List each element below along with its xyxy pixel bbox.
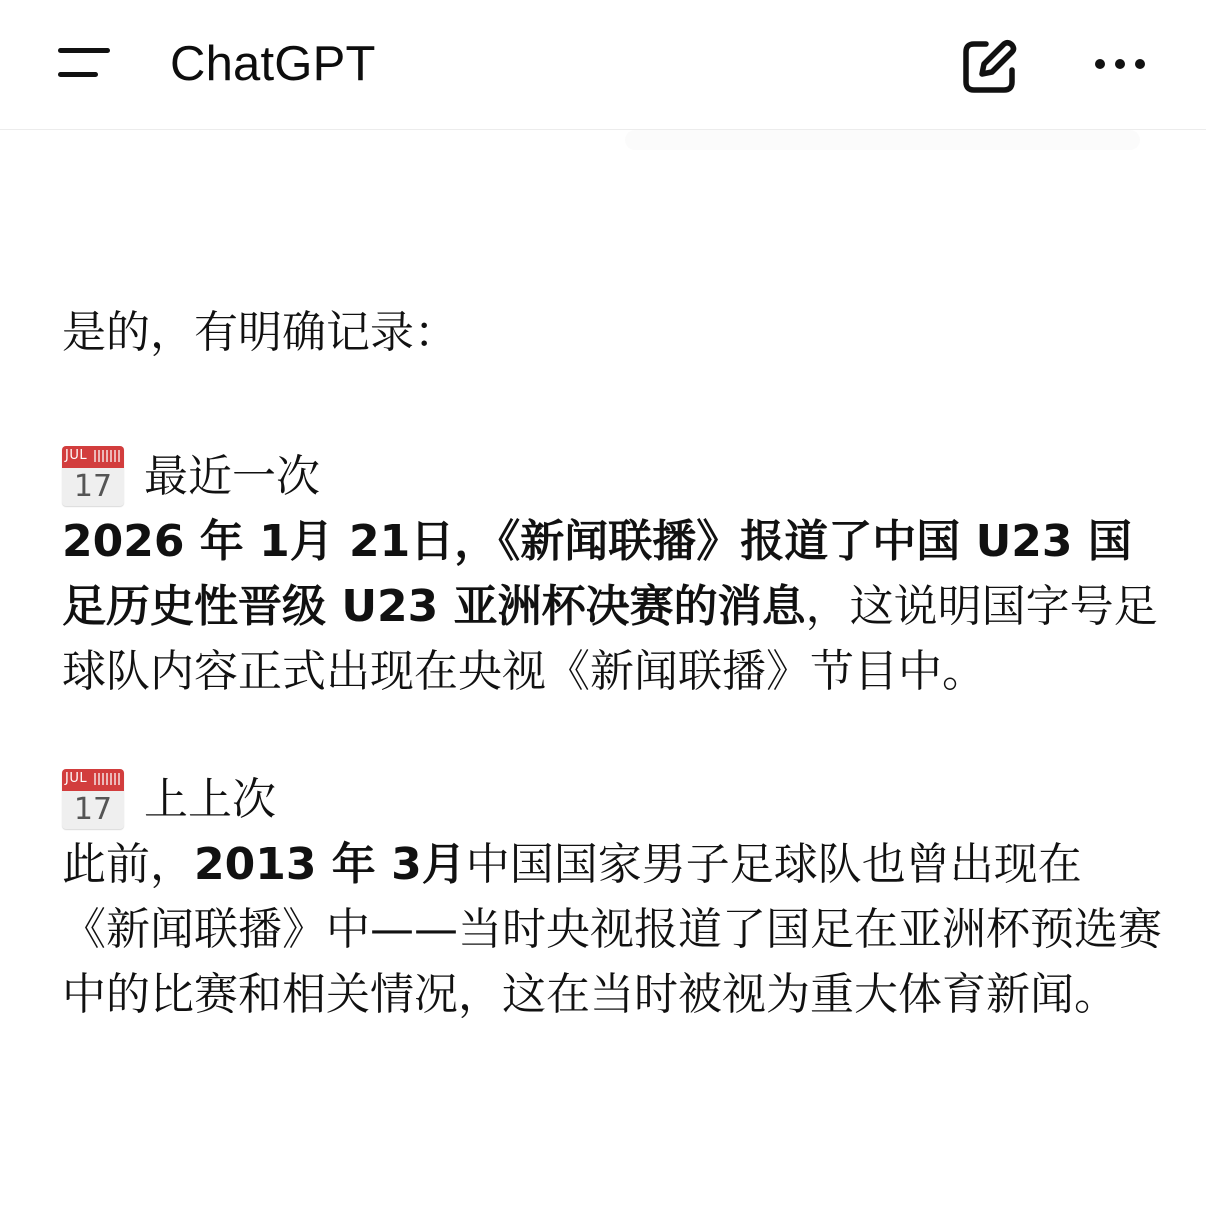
- faded-overlay: [625, 130, 1140, 150]
- new-chat-icon: [958, 36, 1020, 98]
- more-icon: [1095, 59, 1105, 69]
- section-body: [62, 509, 1162, 704]
- intro-text: 是的，有明确记录：: [62, 307, 458, 358]
- top-bar: [0, 0, 1206, 130]
- app-title[interactable]: ChatGPT: [170, 37, 376, 91]
- body-text: ，这说明国字号足球队内容正式出现在央视《新闻联播》节目中。: [62, 581, 1158, 697]
- more-icon-dot: [1135, 59, 1145, 69]
- body-text: 中国国家男子足球队也曾出现在《新闻联播》中——当时央视报道了国足在亚洲杯预选赛中的比赛和相关情况，这在当时被视为重大体育新闻。: [62, 839, 1162, 1020]
- section-latest: [62, 443, 1162, 704]
- bold-text: 2026 年 1月 21日，《新闻联播》报道了中国 U23 国足历史性晋级 U23 亚洲杯决赛的消息: [62, 516, 1132, 632]
- body-prefix: 此前，: [62, 839, 194, 890]
- section-heading: [62, 766, 1162, 832]
- menu-icon: [58, 48, 110, 53]
- heading-text: 上上次: [144, 773, 276, 825]
- more-options-button[interactable]: [1085, 42, 1155, 86]
- calendar-icon-month: JUL: [65, 771, 88, 786]
- section-heading: [62, 443, 1162, 509]
- calendar-icon-day: 17: [73, 792, 113, 827]
- assistant-message: [62, 300, 1162, 1089]
- calendar-icon-rings: [94, 450, 120, 462]
- calendar-icon-day: 17: [73, 469, 113, 504]
- new-chat-button[interactable]: [958, 36, 1020, 98]
- heading-text: 最近一次: [144, 450, 320, 502]
- calendar-icon: [62, 769, 124, 829]
- menu-icon-line: [58, 72, 98, 77]
- bold-text: 2013 年 3月: [194, 839, 466, 890]
- calendar-icon-month: JUL: [65, 448, 88, 463]
- calendar-icon-rings: [94, 773, 120, 785]
- menu-button[interactable]: [50, 40, 118, 90]
- section-previous: [62, 766, 1162, 1027]
- calendar-icon: [62, 446, 124, 506]
- more-icon-dot: [1115, 59, 1125, 69]
- section-body: [62, 832, 1162, 1027]
